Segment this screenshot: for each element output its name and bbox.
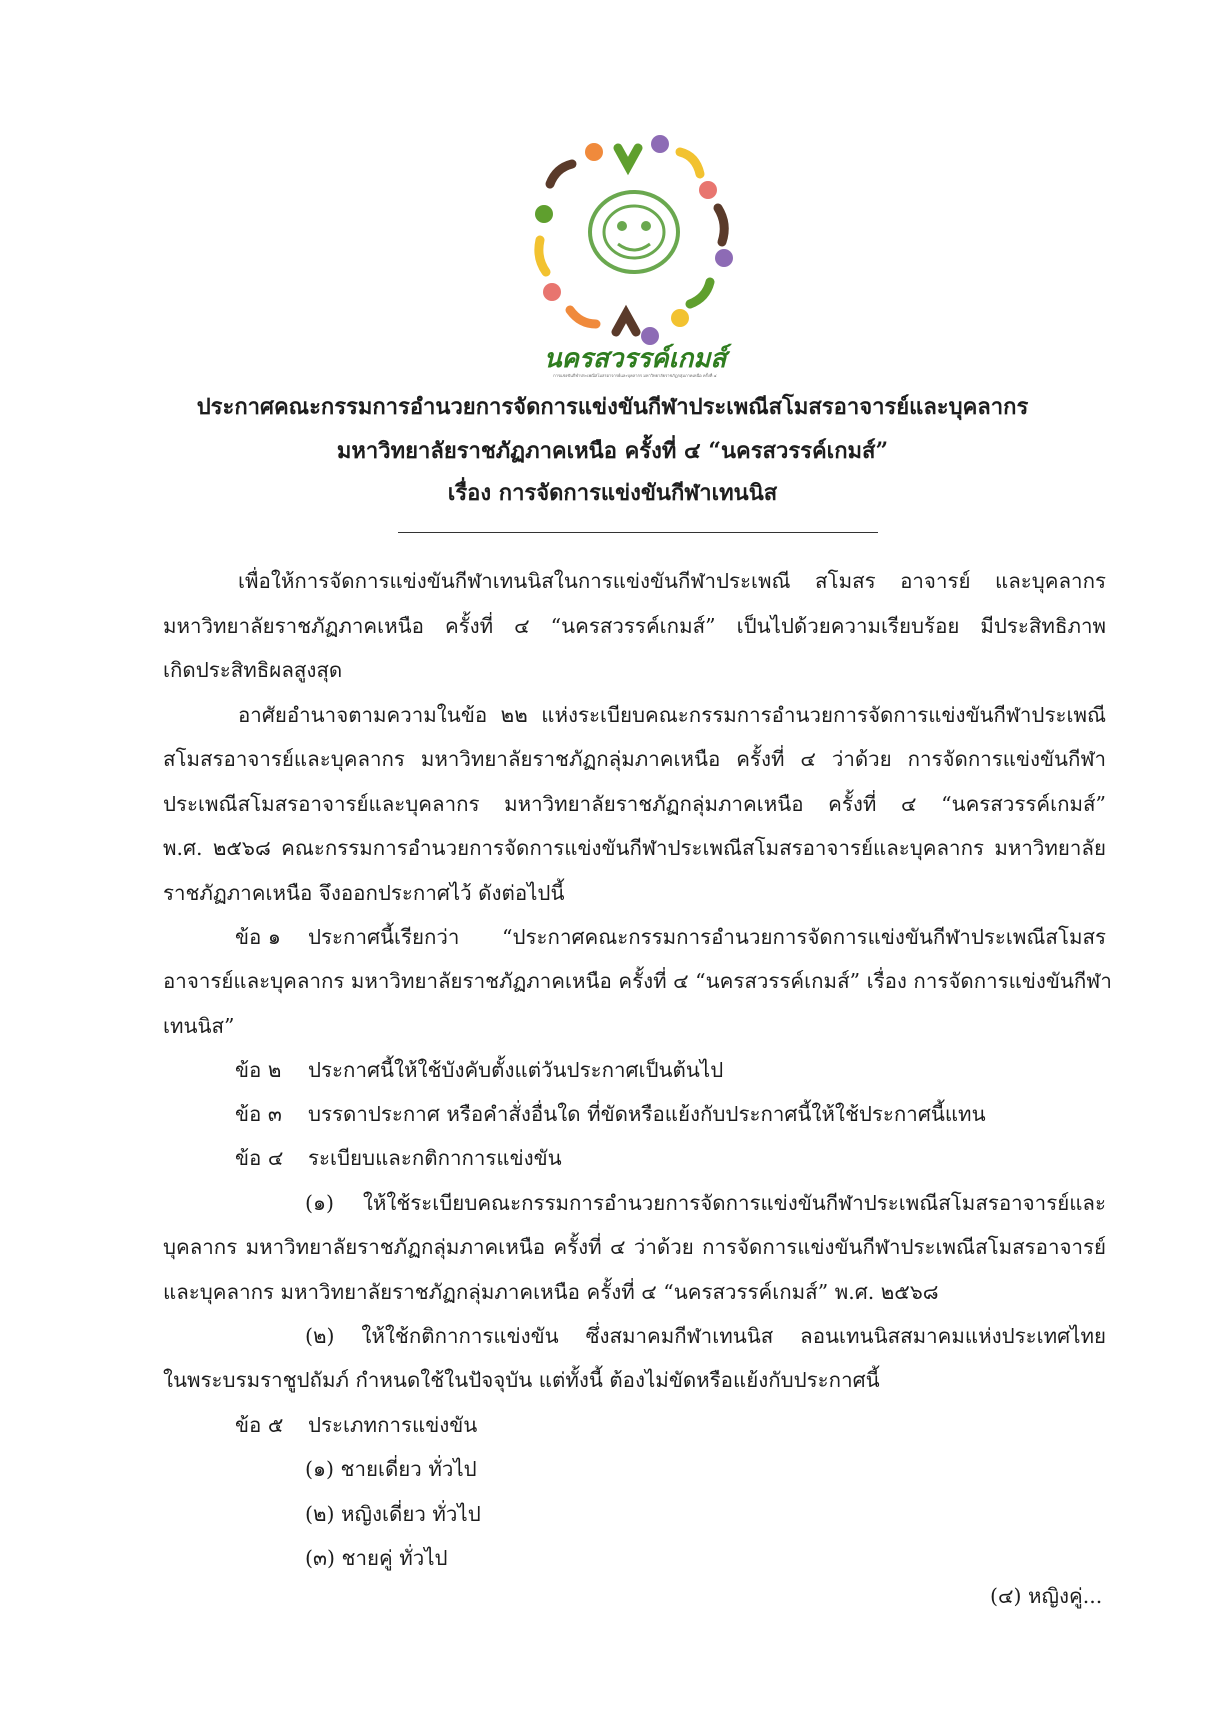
clause-3-label: ข้อ ๓ <box>235 1102 282 1126</box>
event-item-1: (๑) ชายเดี่ยว ทั่วไป <box>305 1457 477 1481</box>
clause-4-sub-2-line-2: ในพระบรมราชูปถัมภ์ กำหนดใช้ในปัจจุบัน แต่ทั้งนี้ ต้องไม่ขัดหรือแย้งกับประกาศนี้ <box>163 1368 880 1392</box>
para2-line-1: อาศัยอำนาจตามความในข้อ ๒๒ แห่งระเบียบคณะกรรมการอำนวยการจัดการแข่งขันกีฬาประเพณี <box>238 703 1106 727</box>
clause-2-label: ข้อ ๒ <box>235 1058 282 1082</box>
clause-1-line-2: อาจารย์และบุคลากร มหาวิทยาลัยราชภัฏภาคเหนือ ครั้งที่ ๔ “นครสวรรค์เกมส์” เรื่อง การจัดการแข่งขันกีฬา <box>163 969 1112 993</box>
clause-1-label: ข้อ ๑ <box>235 925 281 949</box>
clause-5-label: ข้อ ๕ <box>235 1413 284 1437</box>
para1-line-3: เกิดประสิทธิผลสูงสุด <box>163 658 343 682</box>
para2-line-4: พ.ศ. ๒๕๖๘ คณะกรรมการอำนวยการจัดการแข่งขันกีฬาประเพณีสโมสรอาจารย์และบุคลากร มหาวิทยาลัย <box>163 836 1106 860</box>
para2-line-2: สโมสรอาจารย์และบุคลากร มหาวิทยาลัยราชภัฏกลุ่มภาคเหนือ ครั้งที่ ๔ ว่าด้วย การจัดการแข่งขันกีฬา <box>163 747 1106 771</box>
logo-wordmark: นครสวรรค์เกมส์ <box>543 344 727 374</box>
clause-4-text: ระเบียบและกติกาการแข่งขัน <box>308 1146 562 1170</box>
clause-4-sub-1-line-2: บุคลากร มหาวิทยาลัยราชภัฏกลุ่มภาคเหนือ ครั้งที่ ๔ ว่าด้วย การจัดการแข่งขันกีฬาประเพณีสโมสรอาจารย์ <box>163 1235 1106 1259</box>
para1-line-2: มหาวิทยาลัยราชภัฏภาคเหนือ ครั้งที่ ๔ “นครสวรรค์เกมส์” เป็นไปด้วยความเรียบร้อย มีประสิทธิภาพ <box>163 614 1106 638</box>
para2-line-3: ประเพณีสโมสรอาจารย์และบุคลากร มหาวิทยาลัยราชภัฏกลุ่มภาคเหนือ ครั้งที่ ๔ “นครสวรรค์เกมส์” <box>163 792 1106 816</box>
page-continuation: (๔) หญิงคู่... <box>990 1584 1103 1608</box>
heading-line-2: มหาวิทยาลัยราชภัฏภาคเหนือ ครั้งที่ ๔ “นครสวรรค์เกมส์” <box>336 438 889 464</box>
clause-2-text: ประกาศนี้ให้ใช้บังคับตั้งแต่วันประกาศเป็นต้นไป <box>308 1058 724 1082</box>
heading-subject: เรื่อง การจัดการแข่งขันกีฬาเทนนิส <box>447 480 778 506</box>
clause-4-sub-1-line-3: และบุคลากร มหาวิทยาลัยราชภัฏกลุ่มภาคเหนือ ครั้งที่ ๔ “นครสวรรค์เกมส์” พ.ศ. ๒๕๖๘ <box>163 1280 939 1304</box>
clause-4-label: ข้อ ๔ <box>235 1146 284 1170</box>
event-item-3: (๓) ชายคู่ ทั่วไป <box>305 1546 448 1570</box>
clause-4-sub-1-line-1: (๑) ให้ใช้ระเบียบคณะกรรมการอำนวยการจัดการแข่งขันกีฬาประเพณีสโมสรอาจารย์และ <box>305 1191 1106 1215</box>
event-item-2: (๒) หญิงเดี่ยว ทั่วไป <box>305 1502 481 1526</box>
clause-3-text: บรรดาประกาศ หรือคำสั่งอื่นใด ที่ขัดหรือแย้งกับประกาศนี้ให้ใช้ประกาศนี้แทน <box>308 1102 986 1126</box>
clause-1-line-1: ประกาศนี้เรียกว่า “ประกาศคณะกรรมการอำนวยการจัดการแข่งขันกีฬาประเพณีสโมสร <box>308 925 1106 949</box>
para2-line-5: ราชภัฏภาคเหนือ จึงออกประกาศไว้ ดังต่อไปนี้ <box>163 881 565 905</box>
clause-1-line-3: เทนนิส” <box>163 1014 235 1038</box>
heading-divider <box>398 532 878 533</box>
heading-line-1: ประกาศคณะกรรมการอำนวยการจัดการแข่งขันกีฬาประเพณีสโมสรอาจารย์และบุคลากร <box>196 394 1029 420</box>
clause-5-text: ประเภทการแข่งขัน <box>308 1413 478 1437</box>
para1-line-1: เพื่อให้การจัดการแข่งขันกีฬาเทนนิสในการแข่งขันกีฬาประเพณี สโมสร อาจารย์ และบุคลากร <box>238 569 1106 593</box>
logo-subtitle: การแข่งขันกีฬาประเพณีสโมสรอาจารย์และบุคลากร มหาวิทยาลัยราชภัฏกลุ่มภาคเหนือ ครั้งที่ ๔ <box>553 373 717 378</box>
games-logo <box>530 132 740 382</box>
clause-4-sub-2-line-1: (๒) ให้ใช้กติกาการแข่งขัน ซึ่งสมาคมกีฬาเทนนิส ลอนเทนนิสสมาคมแห่งประเทศไทย <box>305 1324 1106 1348</box>
